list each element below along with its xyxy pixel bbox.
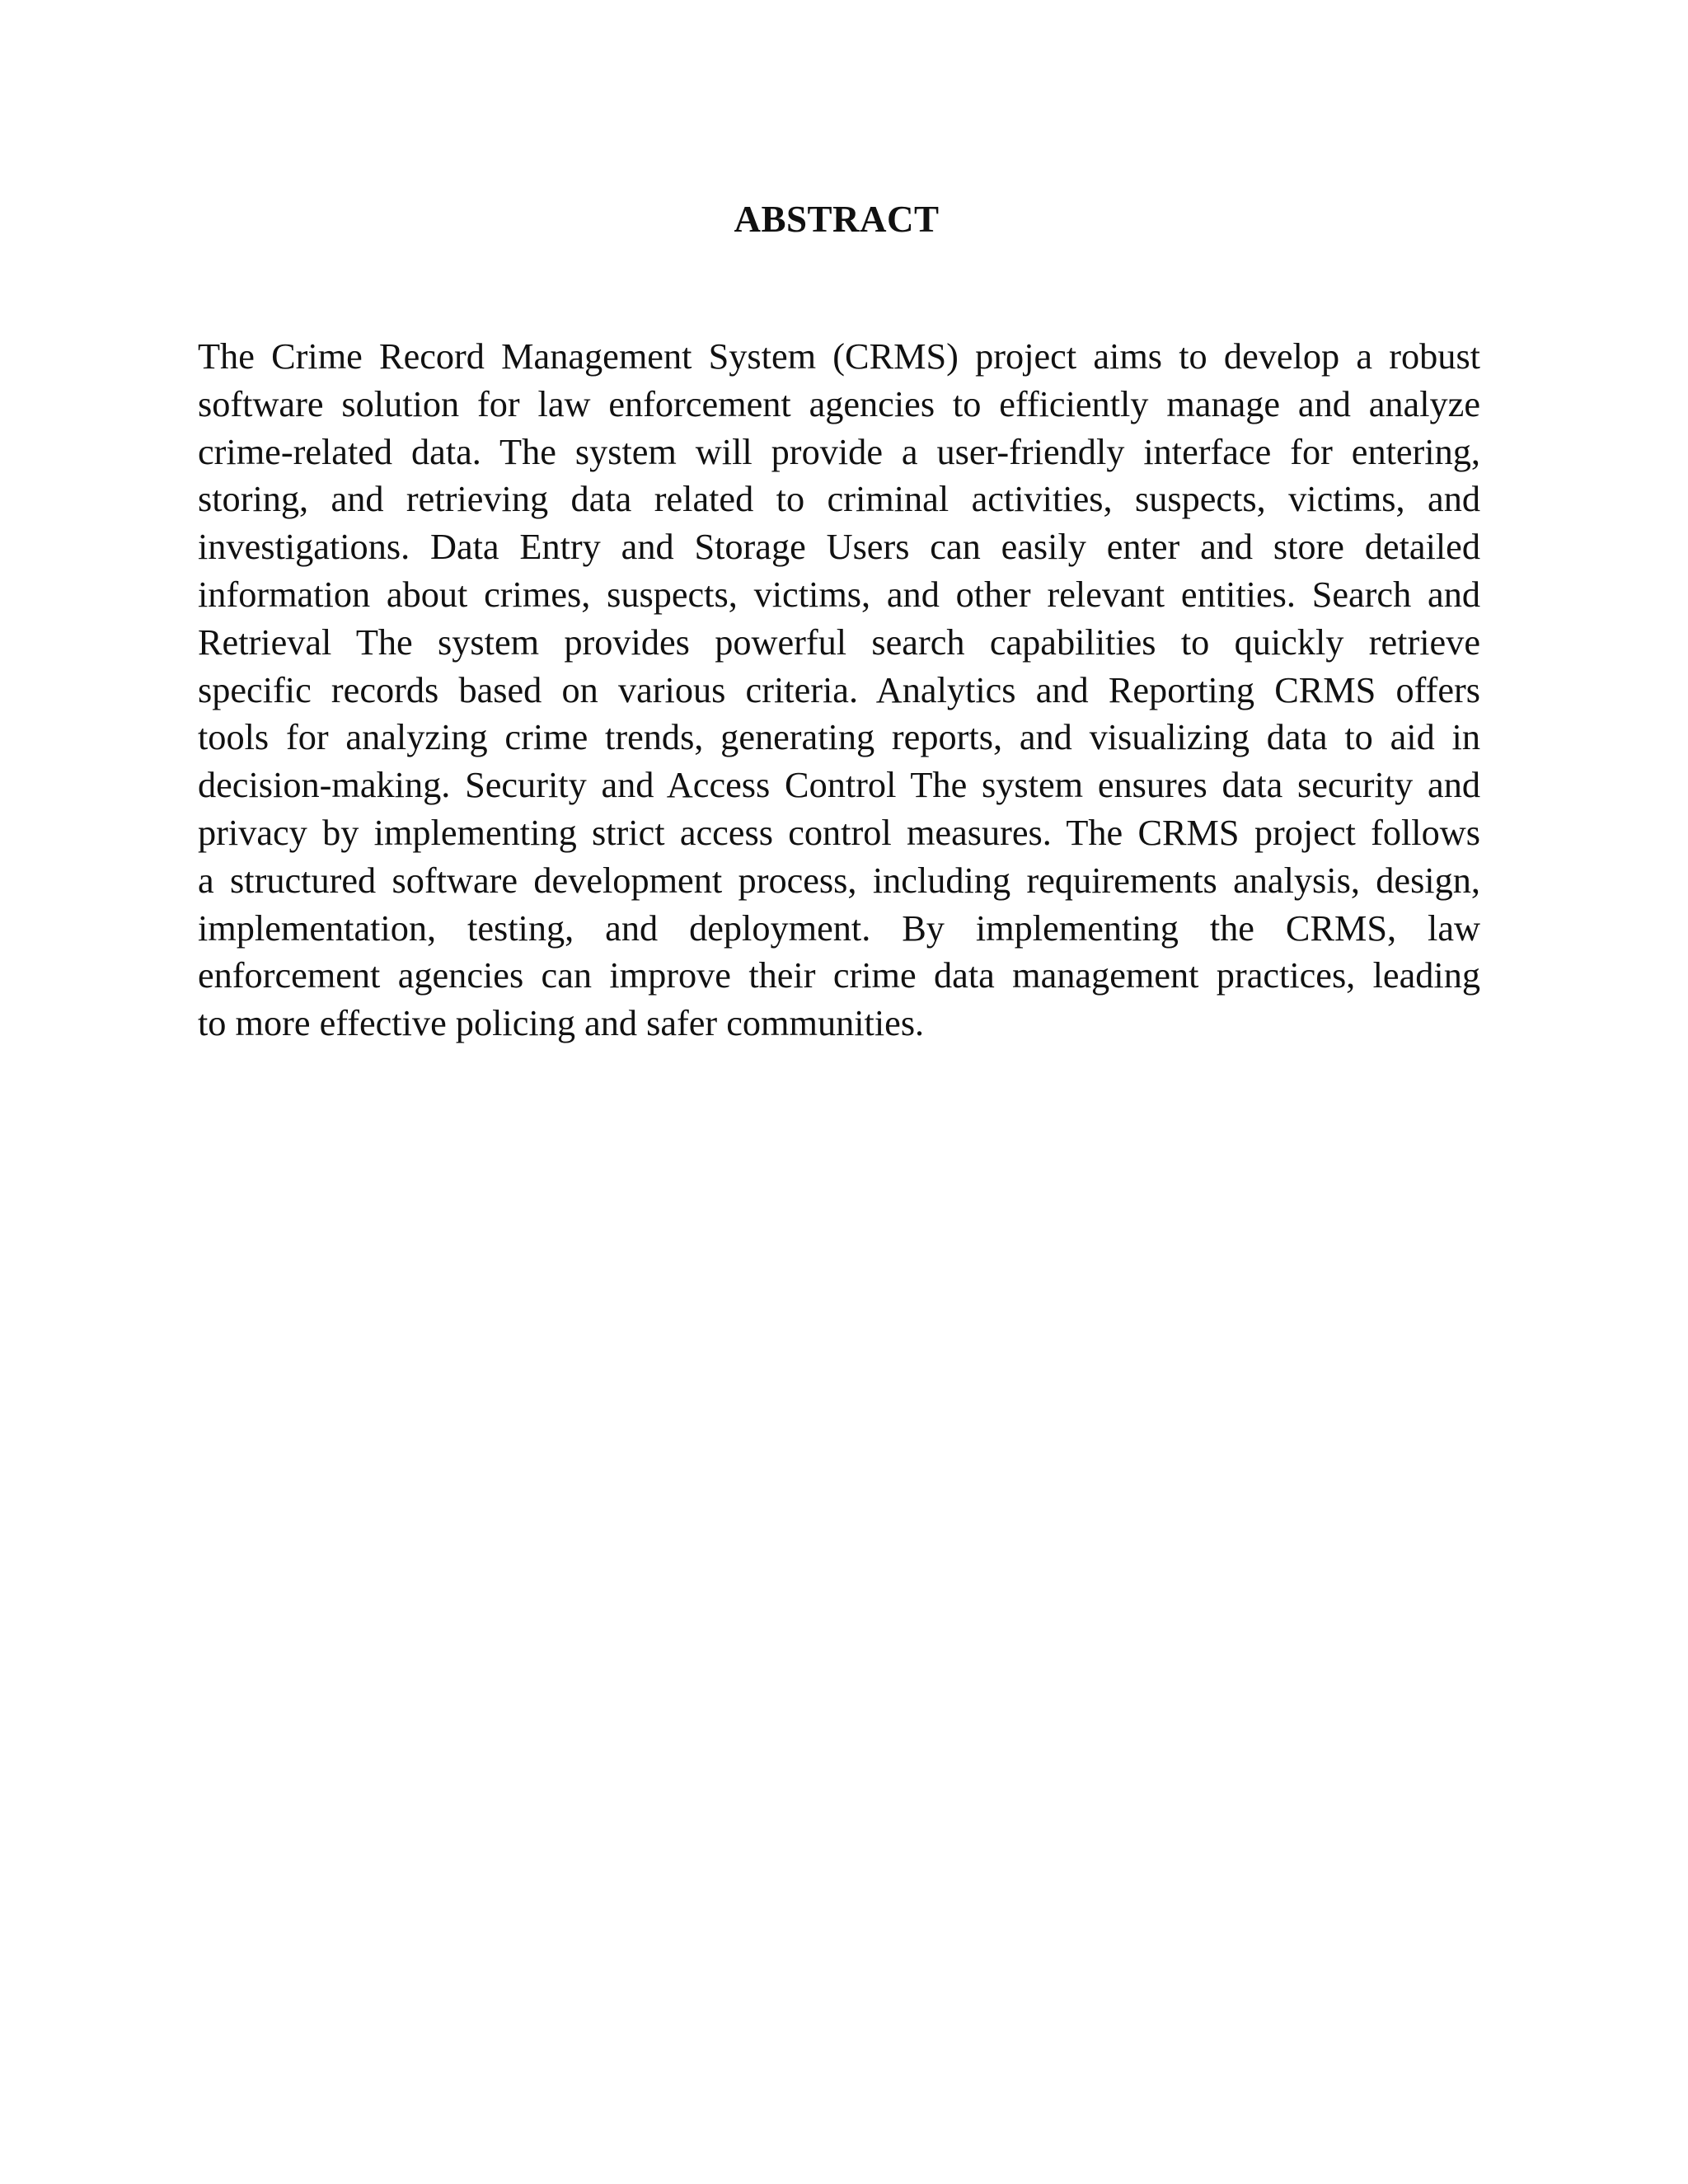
paragraph-line: tools for analyzing crime trends, generating reports, and visualizing data to aid in (198, 717, 1480, 758)
abstract-paragraph (198, 333, 1480, 1047)
paragraph-line: privacy by implementing strict access control measures. The CRMS project follows (198, 812, 1480, 853)
page-title: ABSTRACT (734, 199, 940, 240)
paragraph-line: decision-making. Security and Access Control The system ensures data security and (198, 765, 1480, 806)
paragraph-line: implementation, testing, and deployment. By implementing the CRMS, law (198, 907, 1480, 949)
paragraph-line: Retrieval The system provides powerful search capabilities to quickly retrieve (198, 621, 1480, 663)
paragraph-line: to more effective policing and safer communities. (198, 1003, 925, 1044)
paragraph-line: specific records based on various criteria. Analytics and Reporting CRMS offers (198, 669, 1480, 710)
paragraph-line: information about crimes, suspects, victims, and other relevant entities. Search and (198, 574, 1480, 615)
paragraph-line: storing, and retrieving data related to criminal activities, suspects, victims, and (198, 479, 1480, 520)
paragraph-line: software solution for law enforcement agencies to efficiently manage and analyze (198, 383, 1480, 424)
paragraph-line: The Crime Record Management System (CRMS) project aims to develop a robust (198, 336, 1480, 377)
paragraph-line: enforcement agencies can improve their crime data management practices, leading (198, 955, 1480, 996)
paragraph-line: crime-related data. The system will provide a user-friendly interface for entering, (198, 431, 1480, 472)
paragraph-line: investigations. Data Entry and Storage Users can easily enter and store detailed (198, 527, 1480, 568)
paragraph-line: a structured software development process, including requirements analysis, design, (198, 860, 1480, 901)
